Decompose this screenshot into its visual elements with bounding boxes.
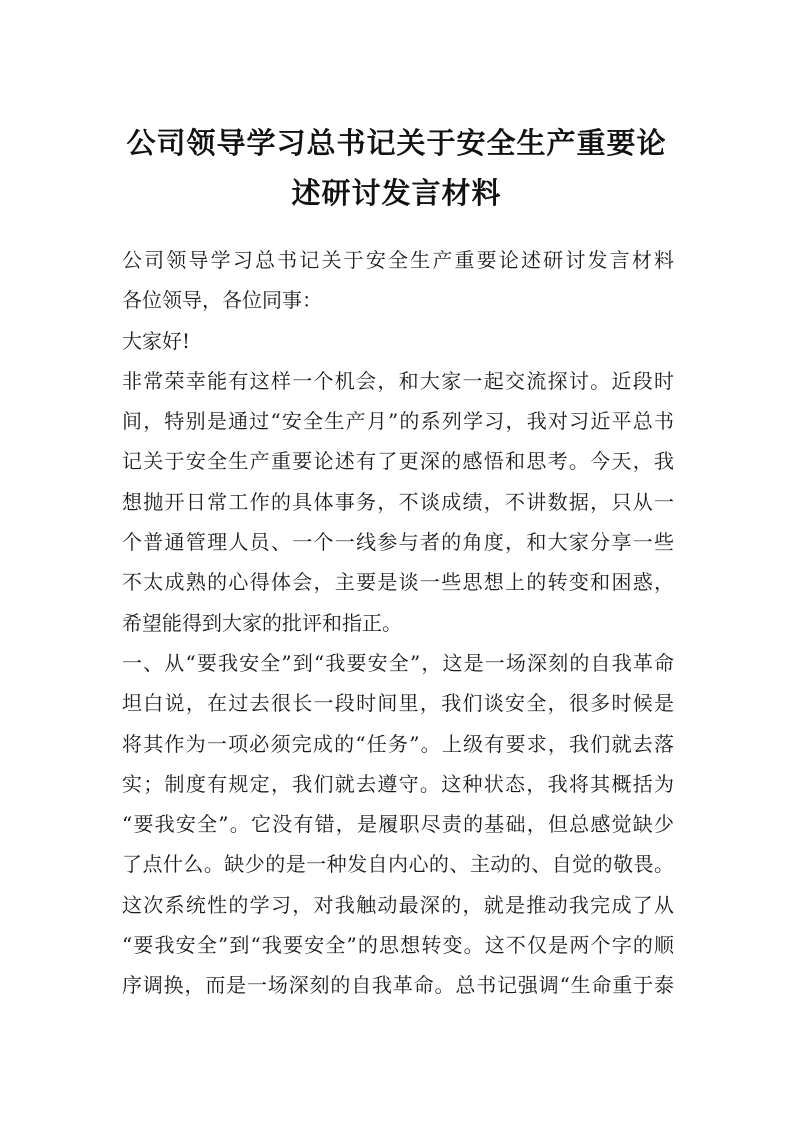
title-line: 述研讨发言材料 xyxy=(291,176,502,210)
body-text-line: “要我安全”到“我要安全”的思想转变。这不仅是两个字的顺 xyxy=(122,933,674,958)
body-text-line: 这次系统性的学习，对我触动最深的，就是推动我完成了从 xyxy=(122,892,674,917)
body-text-line: 了点什么。缺少的是一种发自内心的、主动的、自觉的敬畏。 xyxy=(122,852,674,877)
body-text-line: 一、从“要我安全”到“我要安全”，这是一场深刻的自我革命 xyxy=(122,650,674,675)
body-text-line: 各位领导，各位同事： xyxy=(122,288,322,313)
document-title xyxy=(100,118,693,218)
body-text-line: 坦白说，在过去很长一段时间里，我们谈安全，很多时候是 xyxy=(122,691,674,716)
body-text-line: 记关于安全生产重要论述有了更深的感悟和思考。今天，我 xyxy=(122,449,674,474)
body-text-line: 非常荣幸能有这样一个机会，和大家一起交流探讨。近段时 xyxy=(122,368,674,393)
body-text-line: “要我安全”。它没有错，是履职尽责的基础，但总感觉缺少 xyxy=(122,812,674,837)
body-text-line: 大家好! xyxy=(122,328,191,353)
body-text-line: 实；制度有规定，我们就去遵守。这种状态，我将其概括为 xyxy=(122,771,674,796)
body-text-line: 间，特别是通过“安全生产月”的系列学习，我对习近平总书 xyxy=(122,409,674,434)
body-text-line: 个普通管理人员、一个一线参与者的角度，和大家分享一些 xyxy=(122,530,674,555)
document-body xyxy=(122,240,674,1006)
body-text-line: 序调换，而是一场深刻的自我革命。总书记强调“生命重于泰 xyxy=(122,973,674,998)
body-text-line: 希望能得到大家的批评和指正。 xyxy=(122,610,402,635)
title-line: 公司领导学习总书记关于安全生产重要论 xyxy=(126,126,667,160)
body-text-line: 将其作为一项必须完成的“任务”。上级有要求，我们就去落 xyxy=(122,731,674,756)
body-text-line: 公司领导学习总书记关于安全生产重要论述研讨发言材料 xyxy=(122,248,674,272)
body-text-line: 不太成熟的心得体会，主要是谈一些思想上的转变和困惑， xyxy=(122,570,674,595)
body-text-line: 想抛开日常工作的具体事务，不谈成绩，不讲数据，只从一 xyxy=(122,489,674,514)
